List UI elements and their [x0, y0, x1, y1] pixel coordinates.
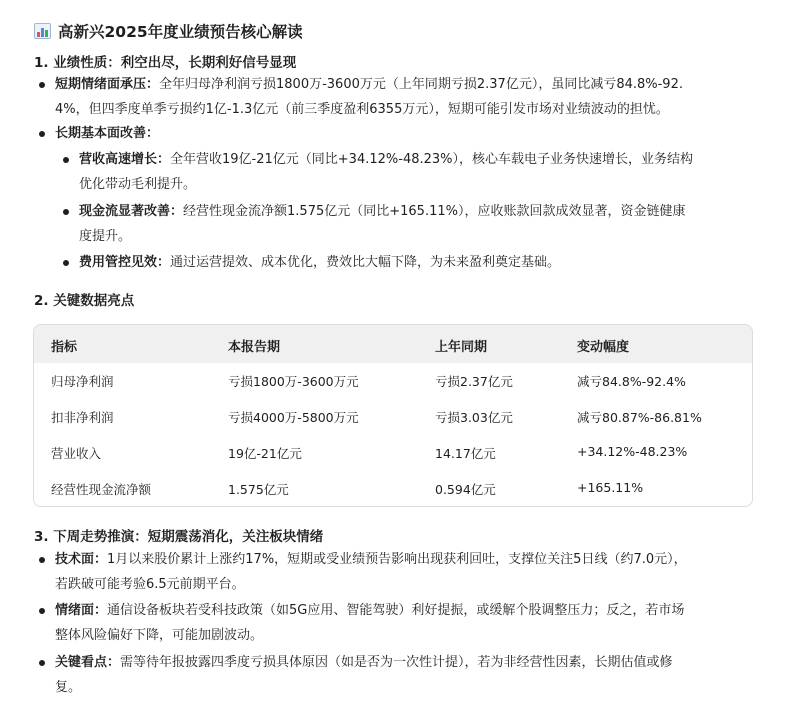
- short-term-line2: 4%，但四季度单季亏损约1亿-1.3亿元（前三季度盈利6355万元），短期可能引发市场对业绩波动的担忧。: [55, 102, 669, 117]
- bullet-dot: [63, 209, 69, 215]
- table-cell: 14.17亿元: [435, 446, 496, 461]
- section1-heading: 1. 业绩性质：利空出尽，长期利好信号显现: [34, 55, 297, 71]
- expense-line1: 费用管控见效：通过运营提效、成本优化，费效比大幅下降，为未来盈利奠定基础。: [79, 255, 561, 270]
- technical-line1: 技术面：1月以来股价累计上涨约17%，短期或受业绩预告影响出现获利回吐，支撑位关注5日线（约7.0元），: [55, 552, 687, 567]
- table-cell: 19亿-21亿元: [228, 446, 302, 461]
- table-cell: +34.12%-48.23%: [577, 444, 688, 459]
- bar-chart-icon: [34, 23, 51, 39]
- section3-heading: 3. 下周走势推演：短期震荡消化，关注板块情绪: [34, 529, 324, 545]
- page-title: [34, 20, 303, 42]
- table-cell: 亏损3.03亿元: [435, 410, 513, 425]
- table-header-cell: 变动幅度: [577, 340, 630, 355]
- table-cell: 亏损2.37亿元: [435, 374, 513, 389]
- table-cell: 1.575亿元: [228, 482, 289, 497]
- key-data-table: [33, 324, 753, 507]
- table-cell: +165.11%: [577, 480, 644, 495]
- table-header-cell: 本报告期: [228, 340, 281, 355]
- table-cell: 亏损4000万-5800万元: [228, 410, 359, 425]
- long-term-label: 长期基本面改善：: [55, 126, 160, 141]
- technical-line2: 若跌破可能考验6.5元前期平台。: [55, 577, 245, 592]
- bullet-dot: [63, 260, 69, 266]
- bullet-dot: [63, 157, 69, 163]
- bullet-dot: [39, 608, 45, 614]
- section2-heading: 2. 关键数据亮点: [34, 293, 135, 309]
- short-term-line1: 短期情绪面承压：全年归母净利润亏损1800万-3600万元（上年同期亏损2.37亿元），虽同比减亏84.8%-92.: [55, 77, 683, 92]
- table-cell: 营业收入: [51, 446, 102, 461]
- table-cell: 0.594亿元: [435, 482, 496, 497]
- table-cell: 减亏84.8%-92.4%: [577, 374, 686, 389]
- table-cell: 亏损1800万-3600万元: [228, 374, 359, 389]
- key-focus-line2: 复。: [55, 680, 82, 695]
- table-cell: 减亏80.87%-86.81%: [577, 410, 702, 425]
- table-header-row: [34, 325, 752, 363]
- bullet-dot: [39, 660, 45, 666]
- page-title-text: 高新兴2025年度业绩预告核心解读: [58, 23, 303, 41]
- sentiment-line2: 整体风险偏好下降，可能加剧波动。: [55, 628, 264, 643]
- table-cell: 经营性现金流净额: [51, 482, 152, 497]
- cashflow-line2: 度提升。: [79, 229, 132, 244]
- bullet-dot: [39, 131, 45, 137]
- cashflow-line1: 现金流显著改善：经营性现金流净额1.575亿元（同比+165.11%），应收账款回款成效显著，资金链健康: [79, 204, 686, 219]
- bullet-dot: [39, 82, 45, 88]
- table-cell: 扣非净利润: [51, 410, 114, 425]
- revenue-line1: 营收高速增长：全年营收19亿-21亿元（同比+34.12%-48.23%），核心车载电子业务快速增长，业务结构: [79, 152, 694, 167]
- revenue-line2: 优化带动毛利提升。: [79, 177, 197, 192]
- table-header-cell: 上年同期: [435, 340, 488, 355]
- table-header-cell: 指标: [51, 340, 78, 355]
- bullet-dot: [39, 557, 45, 563]
- table-cell: 归母净利润: [51, 374, 114, 389]
- key-focus-line1: 关键看点：需等待年报披露四季度亏损具体原因（如是否为一次性计提），若为非经营性因素，长期估值或修: [55, 655, 673, 670]
- sentiment-line1: 情绪面：通信设备板块若受科技政策（如5G应用、智能驾驶）利好提振，或缓解个股调整压力；反之，若市场: [55, 603, 685, 618]
